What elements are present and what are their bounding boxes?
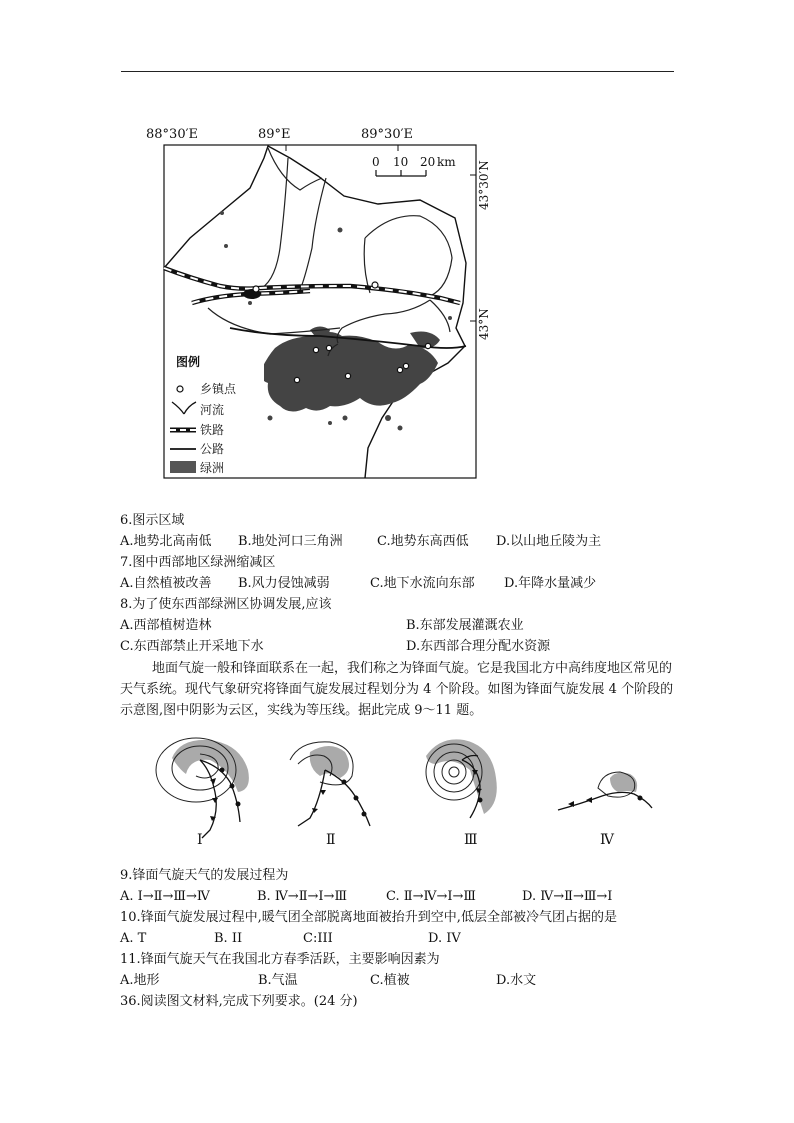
q7-option-b: B.风力侵蚀减弱 xyxy=(238,576,330,591)
q7-option-a: A.自然植被改善 xyxy=(120,576,212,591)
q6-option-a: A.地势北高南低 xyxy=(120,534,212,549)
header-rule xyxy=(121,71,674,72)
stage-1-diagram xyxy=(156,738,249,838)
stage-2-diagram xyxy=(290,742,370,826)
q6-option-d: D.以山地丘陵为主 xyxy=(496,534,602,549)
stage-label-4: Ⅳ xyxy=(600,832,614,848)
cyclone-intro: 地面气旋一般和锋面联系在一起，我们称之为锋面气旋。它是我国北方中高纬度地区常见的天气系统。现代气象研究将锋面气旋发展过程划分为 4 个阶段。如图为锋面气旋发展 4 个阶段的示意图,图中阴影为云区，实线为等压线。据此完成 9～11 题。 xyxy=(120,661,674,718)
cyclone-stage-diagrams xyxy=(140,730,680,852)
lat-label-1: 43°30′N xyxy=(477,160,491,210)
q11-option-d: D.水文 xyxy=(496,973,537,988)
q9-option-a: A. Ⅰ→Ⅱ→Ⅲ→Ⅳ xyxy=(120,889,210,904)
oasis-icon xyxy=(170,461,196,473)
railway xyxy=(164,268,460,303)
stage-label-2: Ⅱ xyxy=(326,832,336,848)
legend-label-river: 河流 xyxy=(200,403,225,417)
q9-option-c: C. Ⅱ→Ⅳ→Ⅰ→Ⅲ xyxy=(386,889,476,904)
q7-option-c: C.地下水流向东部 xyxy=(370,576,475,591)
legend-label-oasis: 绿洲 xyxy=(200,461,225,475)
scale-unit: km xyxy=(437,155,456,169)
map-legend xyxy=(166,346,264,476)
lon-label-2: 89°E xyxy=(258,127,291,142)
legend-title: 图例 xyxy=(176,355,201,369)
q11-option-a: A.地形 xyxy=(120,973,160,988)
lon-label-3: 89°30′E xyxy=(361,127,414,142)
q10-option-c: C:III xyxy=(303,931,333,946)
q8-option-a: A.西部植树造林 xyxy=(120,618,212,633)
stage-4-diagram xyxy=(558,772,652,810)
q9-option-d: D. Ⅳ→Ⅱ→Ⅲ→Ⅰ xyxy=(522,889,613,904)
q6-option-c: C.地势东高西低 xyxy=(377,534,469,549)
q8-option-b: B.东部发展灌溉农业 xyxy=(406,618,524,633)
q11-stem: 11.锋面气旋天气在我国北方春季活跃，主要影响因素为 xyxy=(120,952,440,967)
q7-stem: 7.图中西部地区绿洲缩减区 xyxy=(120,555,276,570)
q6-stem: 6.图示区域 xyxy=(120,513,185,528)
oasis-map xyxy=(130,118,510,488)
legend-label-town: 乡镇点 xyxy=(200,382,237,396)
stage-label-3: Ⅲ xyxy=(464,832,478,848)
q10-option-b: B. II xyxy=(214,931,243,946)
stage-label-1: Ⅰ xyxy=(197,832,203,848)
q9-stem: 9.锋面气旋天气的发展过程为 xyxy=(120,868,289,883)
lat-label-2: 43°N xyxy=(477,308,491,340)
q10-stem: 10.锋面气旋发展过程中,暖气团全部脱离地面被抬升到空中,低层全部被冷气团占据的是 xyxy=(120,910,617,925)
q8-option-d: D.东西部合理分配水资源 xyxy=(406,639,551,654)
q6-option-b: B.地处河口三角洲 xyxy=(238,534,343,549)
scale-tick-0: 0 xyxy=(372,155,380,169)
scale-tick-10: 10 xyxy=(393,155,409,169)
rivers xyxy=(208,148,452,356)
q7-option-d: D.年降水量减少 xyxy=(504,576,597,591)
scale-tick-20: 20 xyxy=(420,155,436,169)
q10-option-a: A. T xyxy=(120,931,147,946)
legend-label-road: 公路 xyxy=(200,442,225,456)
q8-stem: 8.为了使东西部绿洲区协调发展,应该 xyxy=(120,597,332,612)
stage-3-diagram xyxy=(426,739,497,818)
lon-label-1: 88°30′E xyxy=(146,127,199,142)
q11-option-c: C.植被 xyxy=(370,973,410,988)
q36-stem: 36.阅读图文材料,完成下列要求。(24 分) xyxy=(120,994,358,1009)
legend-label-railway: 铁路 xyxy=(200,423,225,437)
town-dot-icon xyxy=(177,386,183,392)
q8-option-c: C.东西部禁止开采地下水 xyxy=(120,639,264,654)
q10-option-d: D. IV xyxy=(428,931,461,946)
q11-option-b: B.气温 xyxy=(258,973,298,988)
q9-option-b: B. Ⅳ→Ⅱ→Ⅰ→Ⅲ xyxy=(257,889,347,904)
scale-bar xyxy=(372,155,456,176)
